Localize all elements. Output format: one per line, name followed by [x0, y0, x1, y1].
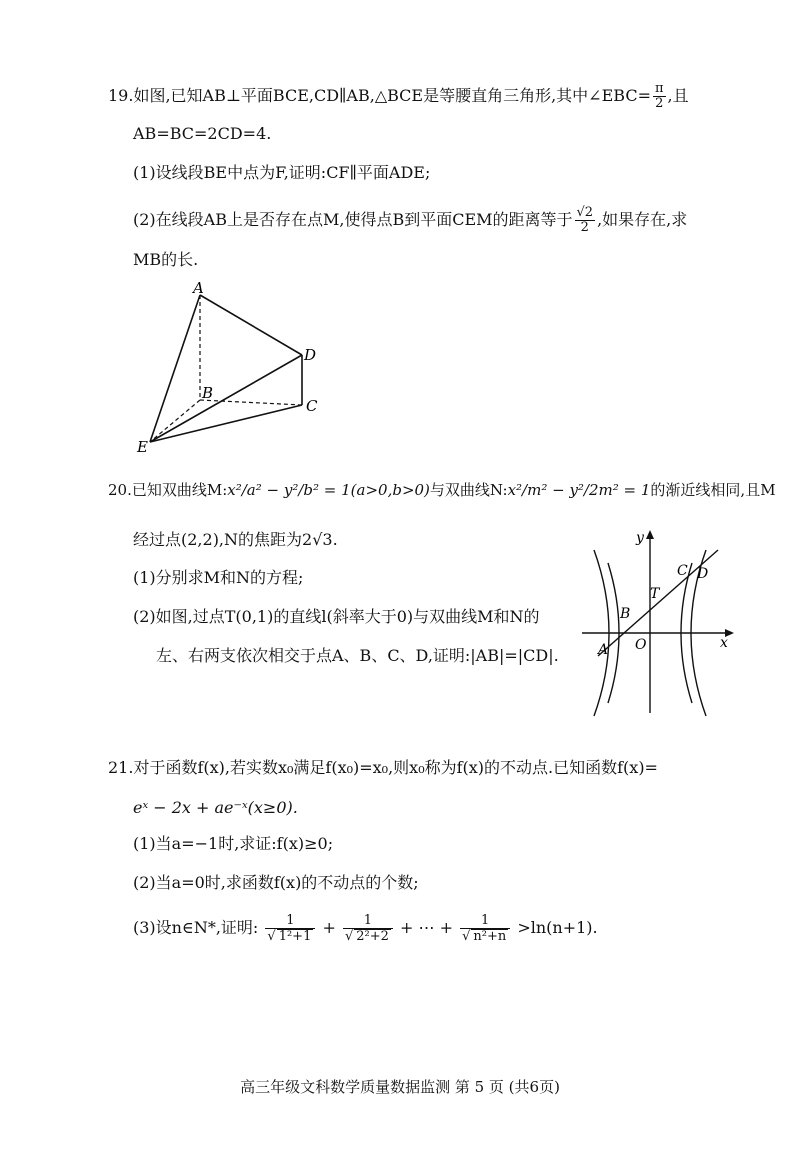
q21-term1	[265, 914, 315, 944]
q21-part3	[133, 910, 598, 946]
q20-hyperbola-figure	[580, 528, 740, 718]
q21-part1: (1)当a=−1时,求证:f(x)≥0;	[133, 834, 334, 853]
label-T: T	[650, 586, 660, 602]
q21-term3-num: 1	[460, 914, 510, 929]
q19-distance-fraction	[575, 206, 596, 235]
q19-part2	[133, 206, 687, 235]
page-footer: 高三年级文科数学质量数据监测 第 5 页 (共6页)	[240, 1078, 560, 1096]
q19-line2: AB=BC=2CD=4.	[133, 124, 272, 143]
q21-line1: 21.对于函数f(x),若实数x₀满足f(x₀)=x₀,则x₀称为f(x)的不动点.已知函数f(x)=	[108, 758, 658, 777]
q19-part2-text-a: (2)在线段AB上是否存在点M,使得点B到平面CEM的距离等于	[133, 210, 573, 229]
label-A-q20: A	[598, 642, 609, 658]
label-D: D	[304, 346, 317, 364]
edge-AD	[200, 295, 302, 355]
q21-dots: + ⋯ +	[399, 918, 453, 937]
y-arrow	[646, 530, 654, 539]
label-D-q20: D	[697, 566, 709, 582]
q21-part3-text: (3)设n∈N*,证明:	[133, 918, 259, 937]
q21-term2-num: 1	[343, 914, 393, 929]
q19-angle-fraction	[653, 82, 666, 111]
q19-line1-tail: ,且	[667, 86, 689, 105]
q19-part1: (1)设线段BE中点为F,证明:CF∥平面ADE;	[133, 163, 431, 182]
q20-part2-a: (2)如图,过点T(0,1)的直线l(斜率大于0)与双曲线M和N的	[133, 607, 540, 626]
q20-n-equation: x²/m² − y²/2m² = 1	[507, 481, 651, 499]
q21-term1-radicand: 1²+1	[278, 928, 312, 944]
q20-part1: (1)分别求M和N的方程;	[133, 568, 304, 587]
q19-part2-text-b: ,如果存在,求	[597, 210, 688, 229]
label-C: C	[306, 397, 318, 415]
label-O: O	[635, 637, 647, 653]
q20-text-b: 与双曲线N:	[429, 481, 508, 499]
q19-angle-den: 2	[655, 96, 664, 111]
q19-part2-cont: MB的长.	[133, 250, 199, 269]
q20-line1	[108, 480, 776, 500]
q20-text-a: 20.已知双曲线M:	[108, 481, 228, 499]
q19-distance-den: 2	[580, 220, 589, 235]
label-E: E	[137, 438, 148, 456]
edge-ED	[150, 355, 302, 442]
label-B: B	[202, 384, 214, 402]
q21-term2-radicand: 2²+2	[356, 928, 389, 944]
label-x: x	[720, 635, 728, 651]
q21-part2: (2)当a=0时,求函数f(x)的不动点的个数;	[133, 873, 419, 892]
label-A: A	[193, 280, 204, 297]
q21-plus: +	[322, 918, 336, 937]
q20-text-c: 的渐近线相同,且M	[650, 481, 776, 499]
q21-part3-tail: >ln(n+1).	[517, 918, 598, 937]
q20-m-equation: x²/a² − y²/b² = 1(a>0,b>0)	[227, 481, 430, 499]
q19-line1	[108, 82, 689, 111]
q21-term3-den: √ n²+n	[462, 928, 507, 944]
q20-part2-b: 左、右两支依次相交于点A、B、C、D,证明:|AB|=|CD|.	[156, 646, 559, 665]
q20-line2: 经过点(2,2),N的焦距为2√3.	[133, 530, 338, 549]
edge-AE	[150, 295, 200, 442]
q19-line1-text: 19.如图,已知AB⊥平面BCE,CD∥AB,△BCE是等腰直角三角形,其中∠EBC=	[108, 86, 651, 105]
q21-term1-num: 1	[265, 914, 315, 929]
q21-term2	[343, 914, 393, 944]
label-C-q20: C	[677, 563, 688, 579]
q19-angle-num: π	[654, 81, 664, 96]
q21-line2: eˣ − 2x + ae⁻ˣ(x≥0).	[133, 798, 298, 817]
q21-term2-den: √ 2²+2	[344, 928, 389, 944]
q21-term1-den: √ 1²+1	[267, 928, 312, 944]
label-B-q20: B	[620, 606, 631, 622]
q21-term3	[460, 914, 510, 944]
q19-distance-num: √2	[576, 205, 594, 220]
label-y: y	[636, 530, 644, 546]
q21-term3-radicand: n²+n	[473, 928, 507, 944]
q19-pyramid-figure	[135, 280, 335, 460]
